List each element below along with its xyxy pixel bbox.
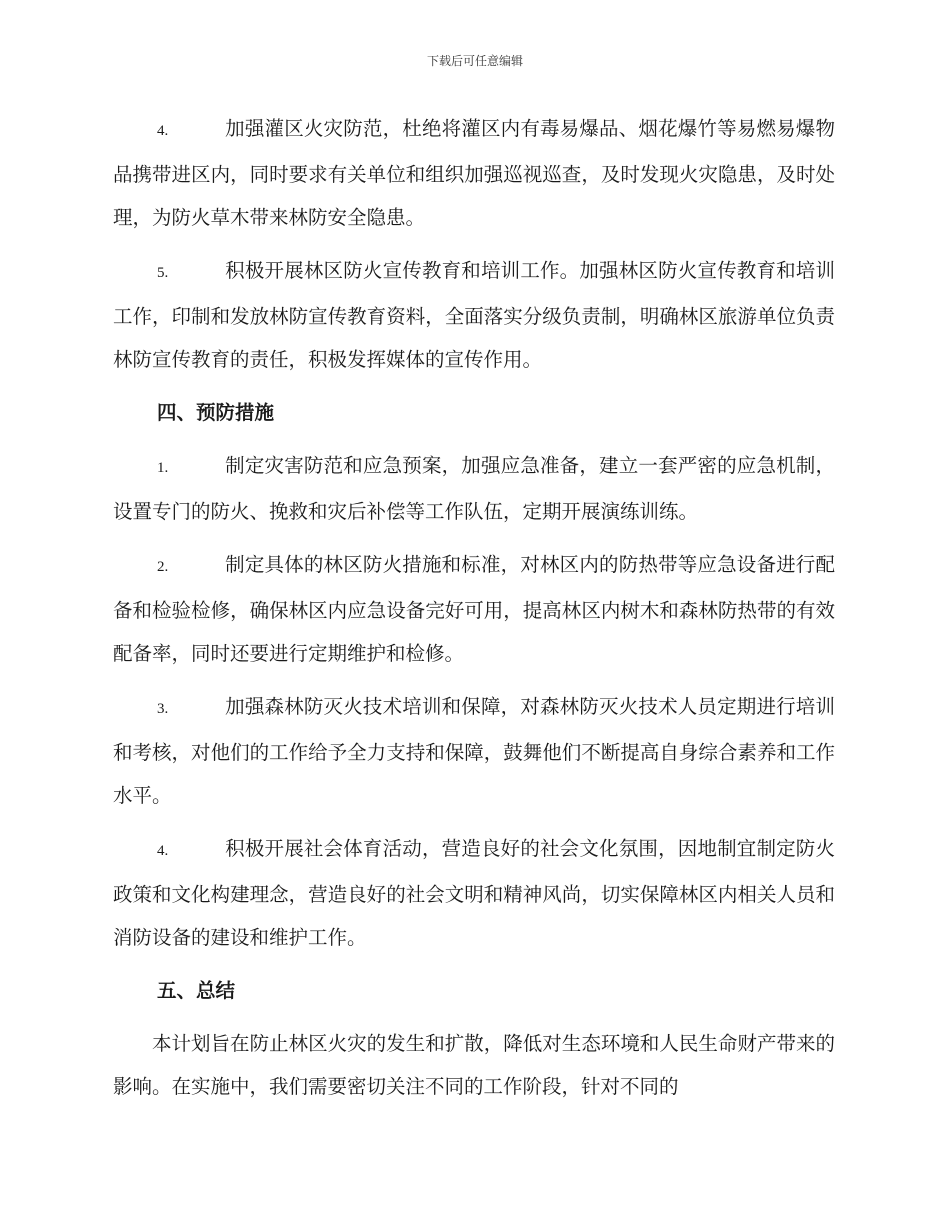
list-item-text: 积极开展社会体育活动，营造良好的社会文化氛围，因地制宜制定防火政策和文化构建理念，营造良好的社会文明和精神风尚，切实保障林区内相关人员和消防设备的建设和维护工作。 (113, 837, 835, 949)
list-item (113, 107, 835, 239)
list-item-number: 1. (157, 460, 169, 476)
list-item (113, 685, 835, 817)
section-heading-prevention: 四、预防措施 (157, 401, 275, 424)
list-item-text: 积极开展林区防火宣传教育和培训工作。加强林区防火宣传教育和培训工作，印制和发放林防宣传教育资料，全面落实分级负责制，明确林区旅游单位负责林防宣传教育的责任，积极发挥媒体的宣传作用。 (113, 259, 835, 371)
list-item (113, 827, 835, 959)
page-header: 下载后可任意编辑 (426, 54, 523, 68)
list-item (113, 249, 835, 381)
document-body (113, 107, 835, 1108)
list-item-number: 5. (157, 265, 169, 281)
list-item-text: 加强灌区火灾防范，杜绝将灌区内有毒易爆品、烟花爆竹等易燃易爆物品携带进区内，同时要求有关单位和组织加强巡视巡查，及时发现火灾隐患，及时处理，为防火草木带来林防安全隐患。 (113, 117, 835, 229)
list-item-text: 加强森林防灭火技术培训和保障，对森林防灭火技术人员定期进行培训和考核，对他们的工作给予全力支持和保障，鼓舞他们不断提高自身综合素养和工作水平。 (113, 695, 835, 807)
list-item (113, 543, 835, 675)
section-heading-summary: 五、总结 (157, 979, 236, 1002)
list-item-number: 4. (157, 123, 169, 139)
summary-paragraph: 本计划旨在防止林区火灾的发生和扩散，降低对生态环境和人民生命财产带来的影响。在实施中，我们需要密切关注不同的工作阶段，针对不同的 (113, 1032, 835, 1098)
list-item-number: 2. (157, 559, 169, 575)
list-item (113, 444, 835, 533)
list-item-number: 3. (157, 701, 169, 717)
list-item-text: 制定具体的林区防火措施和标准，对林区内的防热带等应急设备进行配备和检验检修，确保林区内应急设备完好可用，提高林区内树木和森林防热带的有效配备率，同时还要进行定期维护和检修。 (113, 553, 835, 665)
list-item-text: 制定灾害防范和应急预案，加强应急准备，建立一套严密的应急机制，设置专门的防火、挽救和灾后补偿等工作队伍，定期开展演练训练。 (113, 454, 835, 523)
list-item-number: 4. (157, 843, 169, 859)
